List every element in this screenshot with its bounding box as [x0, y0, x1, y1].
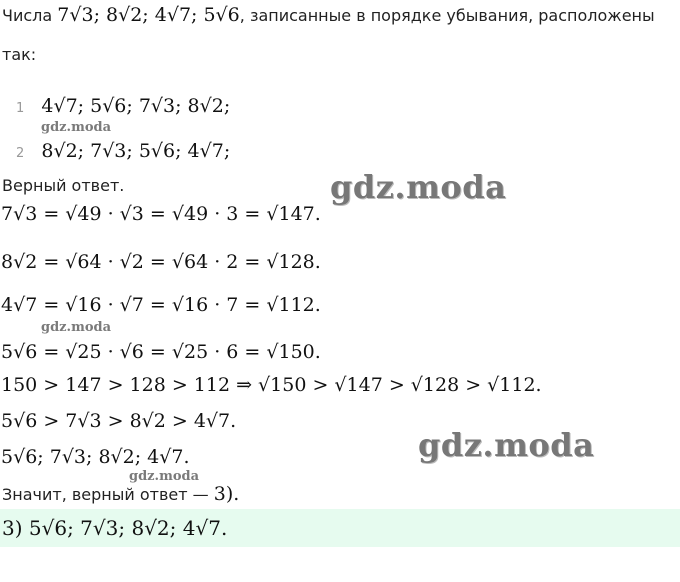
watermark: gdz.moda [41, 120, 112, 135]
watermark-large: gdz.moda [418, 426, 595, 464]
option-text: 8√2; 7√3; 5√6; 4√7; [41, 140, 231, 162]
conclusion-value: 3). [213, 483, 240, 505]
step-2: 8√2 = √64 · √2 = √64 · 2 = √128. [1, 251, 321, 273]
option-number: 2 [16, 146, 25, 161]
step-4: 5√6 = √25 · √6 = √25 · 6 = √150. [1, 341, 321, 363]
option-text: 4√7; 5√6; 7√3; 8√2; [41, 95, 231, 117]
step-7: 5√6; 7√3; 8√2; 4√7. [1, 446, 190, 468]
question-suffix: , записанные в порядке убывания, расположены [239, 6, 655, 25]
step-3: 4√7 = √16 · √7 = √16 · 7 = √112. [1, 294, 321, 316]
final-answer: 3) 5√6; 7√3; 8√2; 4√7. [2, 516, 228, 540]
step-6: 5√6 > 7√3 > 8√2 > 4√7. [1, 410, 237, 432]
watermark: gdz.moda [41, 320, 112, 335]
watermark-large: gdz.moda [330, 168, 507, 206]
conclusion [2, 483, 239, 505]
option-1 [16, 95, 230, 117]
option-number: 1 [16, 101, 25, 116]
question-numbers: 7√3; 8√2; 4√7; 5√6 [57, 4, 240, 26]
question-line-1 [2, 4, 655, 26]
option-2 [16, 140, 230, 162]
watermark: gdz.moda [129, 469, 200, 484]
conclusion-text: Значит, верный ответ — [2, 485, 214, 504]
step-1: 7√3 = √49 · √3 = √49 · 3 = √147. [1, 203, 321, 225]
step-5: 150 > 147 > 128 > 112 ⇒ √150 > √147 > √128 > √112. [1, 374, 542, 396]
question-line-2: так: [2, 45, 37, 64]
question-prefix: Числа [2, 6, 53, 25]
verdict: Верный ответ. [2, 176, 125, 195]
